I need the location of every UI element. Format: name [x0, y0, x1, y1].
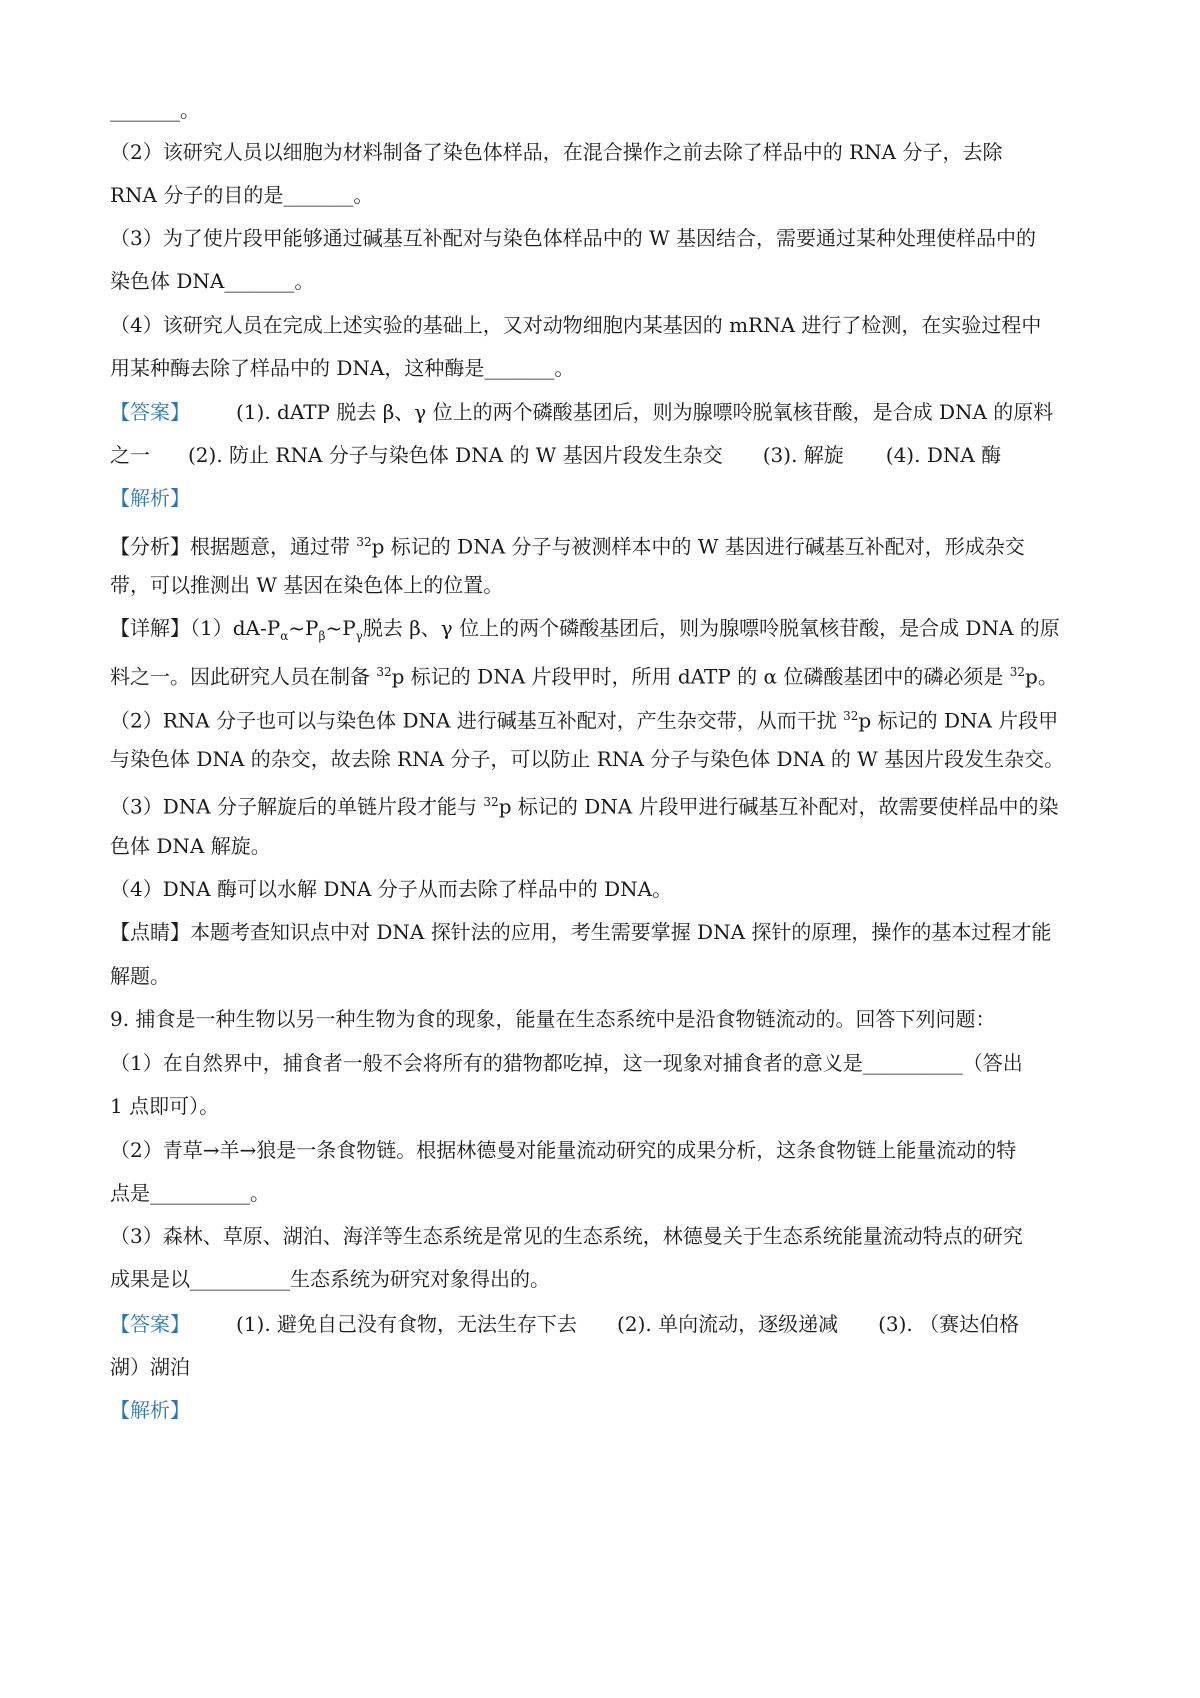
text: 染色体 DNA_______。	[110, 269, 315, 293]
text: (4). DNA 酶	[885, 443, 1002, 467]
text: 成果是以__________生态系统为研究对象得出的。	[110, 1267, 550, 1291]
text: (3). 解旋	[762, 443, 844, 467]
question-9-stem	[110, 1005, 1100, 1033]
text: 脱去 β、γ 位上的两个磷酸基团后，则为腺嘌呤脱氧核苷酸，是合成 DNA 的原	[362, 616, 1060, 640]
detail-line	[110, 614, 1100, 650]
text: 【详解】（1）dA-P	[110, 616, 281, 640]
text: 料之一。因此研究人员在制备	[110, 664, 377, 689]
text: ~P	[288, 616, 319, 640]
text-line	[110, 96, 1100, 124]
text: 带，可以推测出 W 基因在染色体上的位置。	[110, 573, 504, 597]
superscript: 32	[376, 665, 392, 679]
text: _______。	[110, 98, 200, 122]
analysis-tag: 【解析】	[110, 486, 190, 510]
question-9-2-line	[110, 1179, 1100, 1207]
comment-line	[110, 962, 1100, 990]
text: RNA 分子的目的是_______。	[110, 183, 374, 207]
superscript: 32	[1009, 665, 1026, 679]
question-4-line	[110, 311, 1100, 339]
text: (2). 单向流动，逐级递减	[617, 1312, 839, 1336]
text: 之一	[110, 443, 150, 467]
answer-line	[110, 441, 1100, 469]
text: （2）该研究人员以细胞为材料制备了染色体样品，在混合操作之前去除了样品中的 RNA 分子，去除	[110, 140, 1003, 164]
text: 9. 捕食是一种生物以另一种生物为食的现象，能量在生态系统中是沿食物链流动的。回答下列问题：	[110, 1007, 996, 1031]
text: 【分析】根据题意，通过带	[110, 534, 357, 559]
question-4-line	[110, 354, 1100, 382]
answer-tag: 【答案】	[110, 400, 190, 424]
text: （3）DNA 分子解旋后的单链片段才能与	[110, 794, 484, 819]
question-2-line	[110, 138, 1100, 166]
question-2-line	[110, 181, 1100, 209]
detail-line	[110, 658, 1100, 691]
text: p。	[1025, 664, 1058, 689]
text: （2）青草→羊→狼是一条食物链。根据林德曼对能量流动研究的成果分析，这条食物链上能量流动的特	[110, 1138, 1017, 1162]
answer-line	[110, 1310, 1100, 1338]
text: （4）该研究人员在完成上述实验的基础上，又对动物细胞内某基因的 mRNA 进行了检测，在实验过程中	[110, 313, 1042, 337]
question-9-2-line	[110, 1136, 1100, 1164]
text: 解题。	[110, 964, 170, 988]
detail-line	[110, 832, 1100, 860]
detail-line	[110, 875, 1100, 903]
text: (2). 防止 RNA 分子与染色体 DNA 的 W 基因片段发生杂交	[188, 443, 723, 467]
detail-line	[110, 788, 1100, 821]
text: （2）RNA 分子也可以与染色体 DNA 进行碱基互补配对，产生杂交带，从而干扰	[110, 708, 844, 733]
comment-line	[110, 918, 1100, 946]
text: （3）森林、草原、湖泊、海洋等生态系统是常见的生态系统，林德曼关于生态系统能量流动特点的研究	[110, 1224, 1023, 1248]
analysis-line	[110, 571, 1100, 599]
answer-line	[110, 1353, 1100, 1381]
answer-text: (1). dATP 脱去 β、γ 位上的两个磷酸基团后，则为腺嘌呤脱氧核苷酸，是合成 DNA 的原料	[236, 400, 1054, 424]
question-9-3-line	[110, 1222, 1100, 1250]
answer-tag: 【答案】	[110, 1312, 190, 1336]
text: （3）为了使片段甲能够通过碱基互补配对与染色体样品中的 W 基因结合，需要通过某种处理使样品中的	[110, 226, 1036, 250]
text: 色体 DNA 解旋。	[110, 834, 271, 858]
analysis-tag-line	[110, 1396, 1100, 1424]
analysis-tag-line	[110, 484, 1100, 512]
analysis-tag: 【解析】	[110, 1398, 190, 1422]
detail-line	[110, 745, 1100, 773]
text: 点是__________。	[110, 1181, 270, 1205]
text: （1）在自然界中，捕食者一般不会将所有的猎物都吃掉，这一现象对捕食者的意义是__________（答出	[110, 1051, 1023, 1075]
text: 【点睛】本题考查知识点中对 DNA 探针法的应用，考生需要掌握 DNA 探针的原理，操作的基本过程才能	[110, 920, 1052, 944]
text: 用某种酶去除了样品中的 DNA，这种酶是_______。	[110, 356, 575, 380]
text: p 标记的 DNA 片段甲	[858, 708, 1059, 733]
answer-line	[110, 398, 1100, 426]
text: 与染色体 DNA 的杂交，故去除 RNA 分子，可以防止 RNA 分子与染色体 DNA 的 W 基因片段发生杂交。	[110, 747, 1065, 771]
text: p 标记的 DNA 片段甲时，所用 dATP 的 α 位磷酸基团中的磷必须是	[391, 664, 1010, 689]
detail-line	[110, 702, 1100, 735]
text: ~P	[325, 616, 356, 640]
subscript: γ	[355, 629, 363, 643]
subscript: α	[280, 629, 289, 643]
subscript: β	[318, 629, 326, 643]
text: （4）DNA 酶可以水解 DNA 分子从而去除了样品中的 DNA。	[110, 877, 673, 901]
question-9-3-line	[110, 1265, 1100, 1293]
text: 湖）湖泊	[110, 1355, 190, 1379]
text: (3). （赛达伯格	[878, 1312, 1020, 1336]
text: p 标记的 DNA 分子与被测样本中的 W 基因进行碱基互补配对，形成杂交	[371, 534, 1025, 559]
question-9-1-line	[110, 1092, 1100, 1120]
text: (1). 避免自己没有食物，无法生存下去	[236, 1312, 578, 1336]
question-3-line	[110, 224, 1100, 252]
superscript: 32	[843, 709, 859, 723]
superscript: 32	[483, 795, 499, 809]
text: 1 点即可）。	[110, 1094, 220, 1118]
question-3-line	[110, 267, 1100, 295]
text: p 标记的 DNA 片段甲进行碱基互补配对，故需要使样品中的染	[498, 794, 1059, 819]
question-9-1-line	[110, 1049, 1100, 1077]
analysis-line	[110, 528, 1100, 561]
superscript: 32	[356, 535, 372, 549]
